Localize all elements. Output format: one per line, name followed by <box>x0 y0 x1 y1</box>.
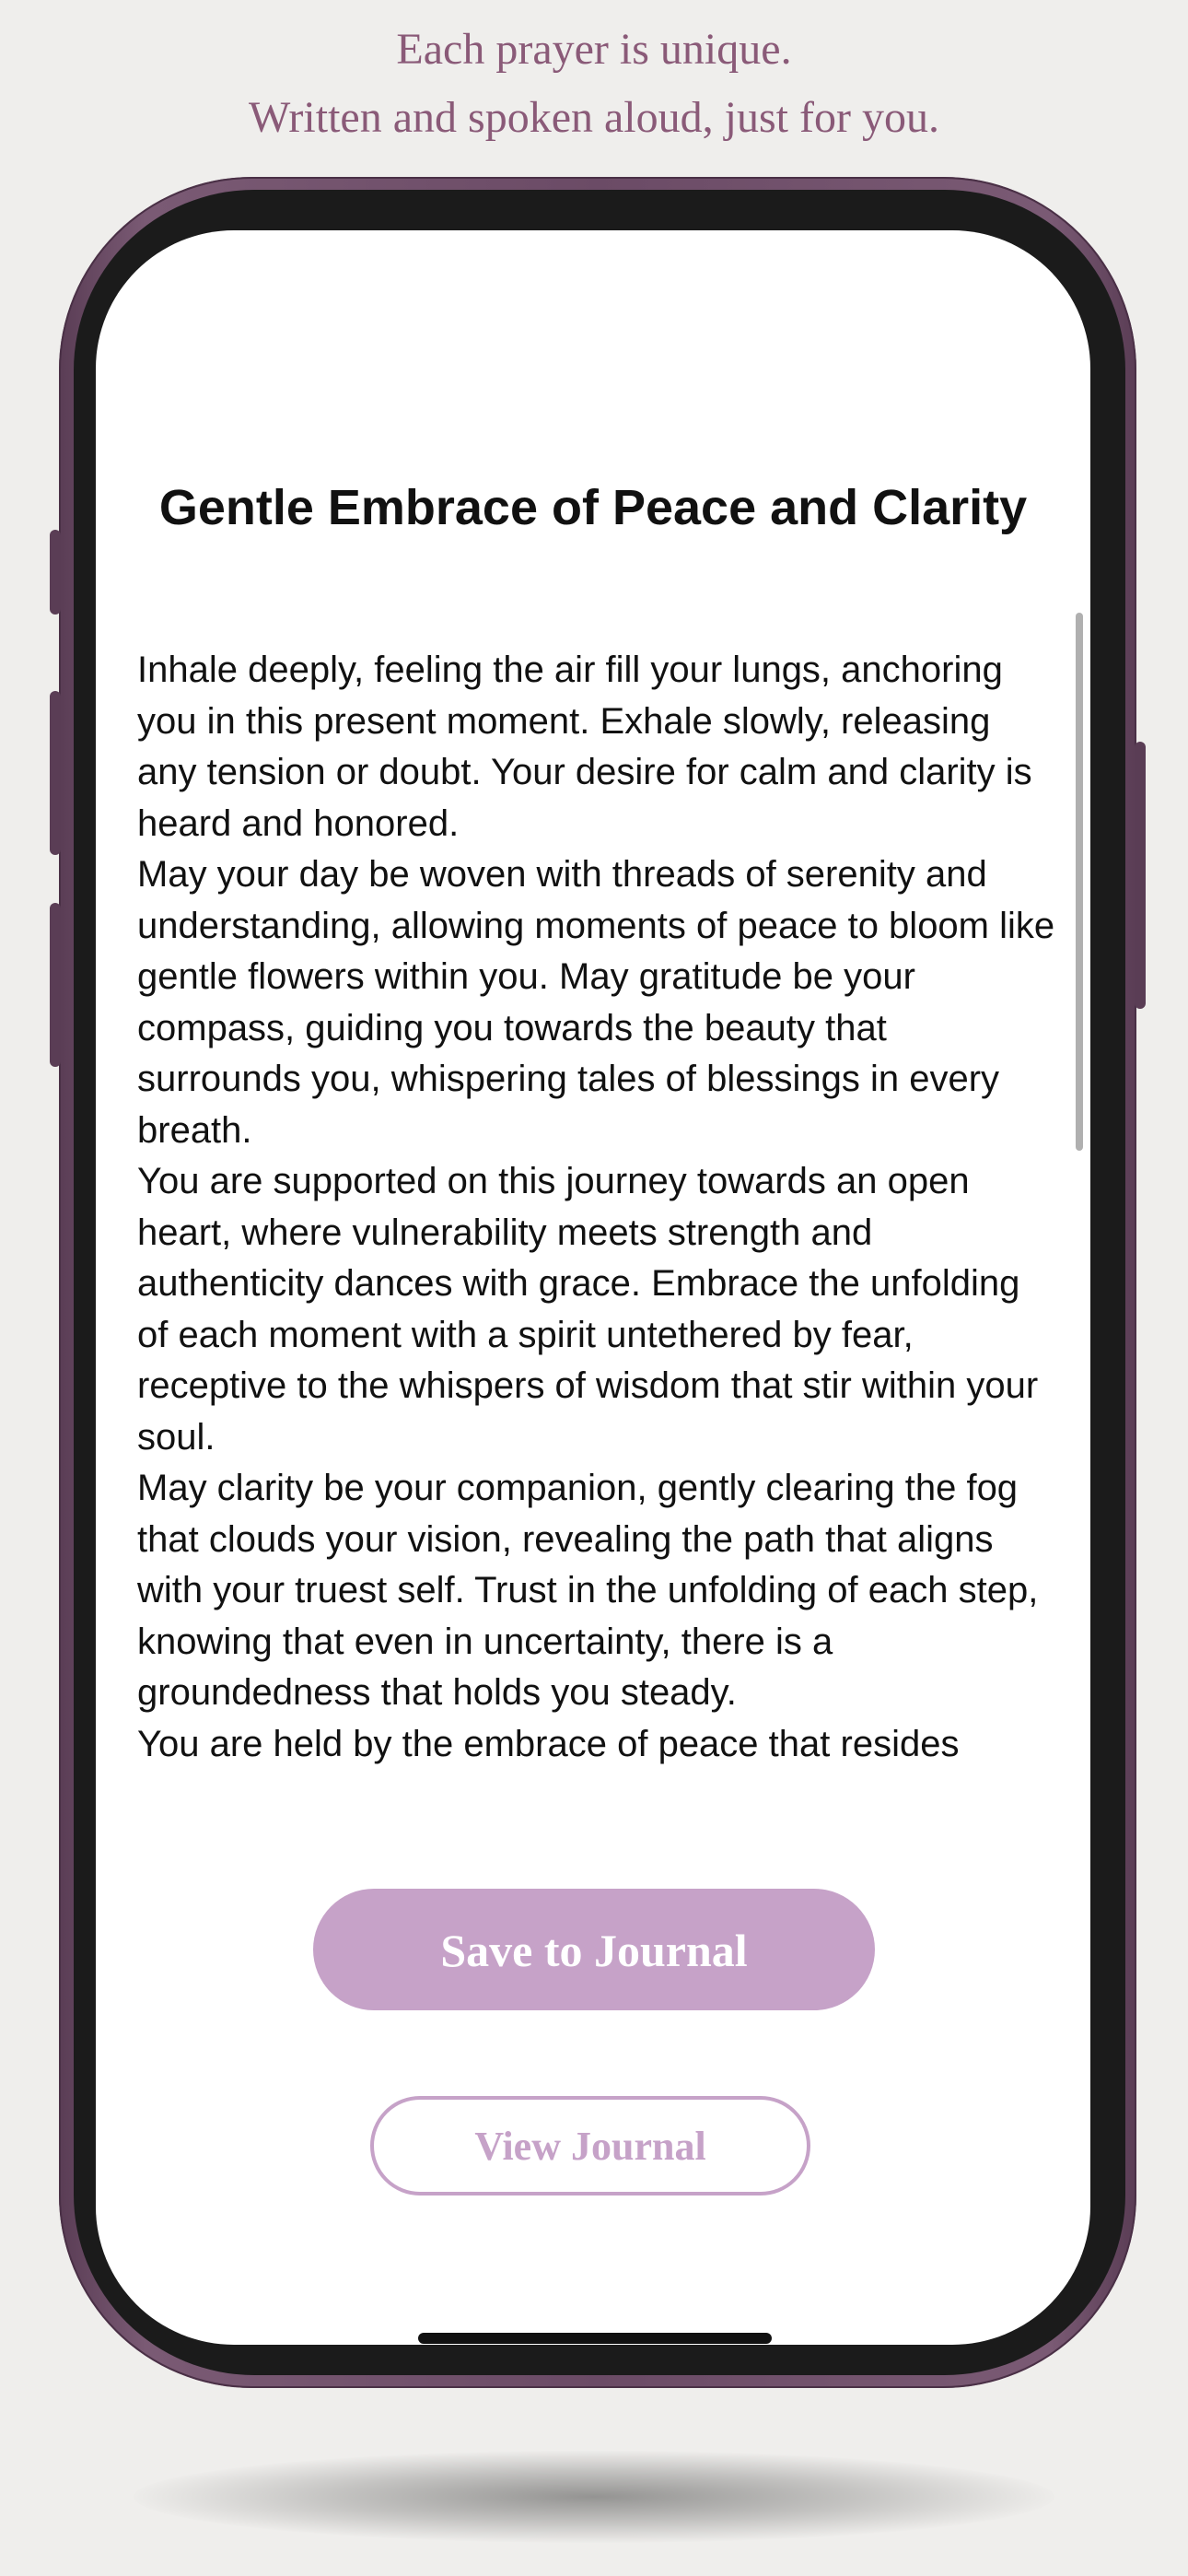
power-button <box>1135 742 1146 1009</box>
action-button <box>50 530 61 615</box>
volume-down-button <box>50 903 61 1067</box>
tagline-line-1: Each prayer is unique. <box>396 25 792 74</box>
prayer-title: Gentle Embrace of Peace and Clarity <box>158 480 1028 535</box>
prayer-paragraph: You are supported on this journey towards an open heart, where vulnerability meets strength and authenticity dances with grace. Embrace the unfolding of each moment with a spirit untethered by fear, receptive to the whispers of wisdom that stir within your soul. <box>137 1161 1039 1458</box>
view-journal-button[interactable]: View Journal <box>370 2096 810 2195</box>
tagline-line-2: Written and spoken aloud, just for you. <box>249 93 939 142</box>
volume-up-button <box>50 691 61 855</box>
home-indicator[interactable] <box>418 2333 772 2344</box>
scrollbar[interactable] <box>1076 613 1083 1151</box>
prayer-paragraph: Inhale deeply, feeling the air fill your lungs, anchoring you in this present moment. Exhale slowly, releasing any tension or doubt. Your desire for calm and clarity is heard and honored. <box>137 650 1032 844</box>
prayer-text-area[interactable] <box>137 645 1058 2055</box>
prayer-paragraph: May clarity be your companion, gently clearing the fog that clouds your vision, revealing the path that aligns with your truest self. Trust in the unfolding of each step, knowing that even in uncertainty, there is a groundedness that holds you steady. <box>137 1468 1039 1713</box>
save-to-journal-button[interactable]: Save to Journal <box>313 1889 875 2010</box>
prayer-paragraph: May your day be woven with threads of serenity and understanding, allowing moments of peace to bloom like gentle flowers within you. May gratitude be your compass, guiding you towards the beauty that surrounds you, whispering tales of blessings in every breath. <box>137 854 1055 1151</box>
phone-screen <box>96 230 1090 2345</box>
phone-shadow <box>134 2451 1054 2543</box>
prayer-paragraph: You are held by the embrace of peace that resides <box>137 1723 960 1764</box>
